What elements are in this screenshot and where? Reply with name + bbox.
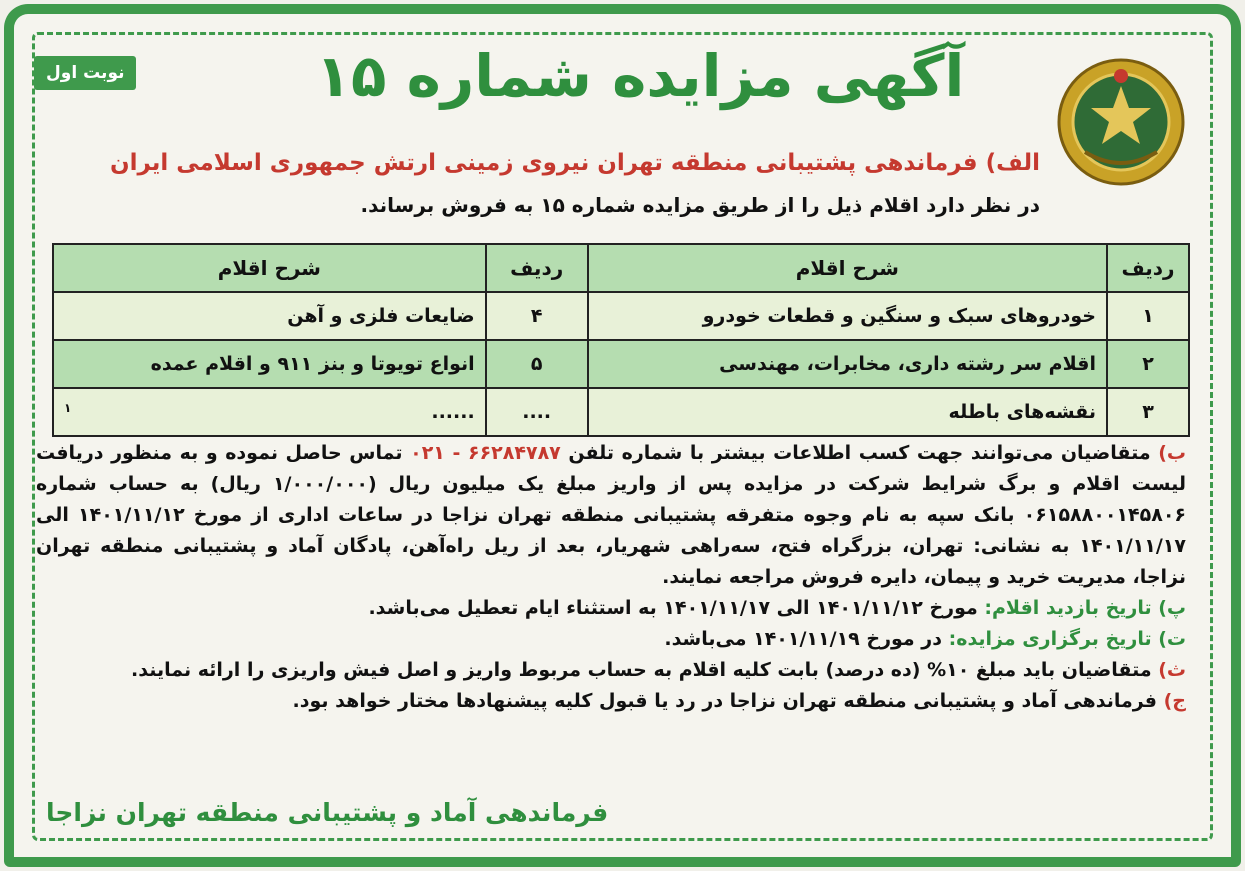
section-t [36, 624, 1186, 655]
table-cell: ضایعات فلزی و آهن [53, 292, 486, 340]
table-cell: نقشه‌های باطله [588, 388, 1107, 436]
table-row [53, 388, 1189, 436]
page-mark: ۱ [64, 401, 72, 415]
table-row [53, 340, 1189, 388]
ad-footer-signature: فرماندهی آماد و پشتیبانی منطقه تهران نزاجا [46, 798, 609, 827]
section-b-label: ب) [1158, 442, 1186, 464]
army-emblem-icon [1055, 56, 1187, 188]
table-cell: ۱ [1107, 292, 1189, 340]
table-cell [53, 388, 486, 436]
table-header-row [53, 244, 1189, 292]
section-j-label: ج) [1163, 690, 1186, 712]
ad-title: آگهی مزایده شماره ۱۵ [315, 42, 965, 110]
section-s-label: ث) [1158, 659, 1186, 681]
section-s [36, 655, 1186, 686]
table-header: شرح اقلام [53, 244, 486, 292]
section-j [36, 686, 1186, 717]
table-cell: خودروهای سبک و سنگین و قطعات خودرو [588, 292, 1107, 340]
table-cell: ۲ [1107, 340, 1189, 388]
table-cell: انواع تویوتا و بنز ۹۱۱ و اقلام عمده [53, 340, 486, 388]
ad-subtitle: الف) فرماندهی پشتیبانی منطقه تهران نیروی زمینی ارتش جمهوری اسلامی ایران [109, 150, 1040, 176]
ad-intro: در نظر دارد اقلام ذیل را از طریق مزایده شماره ۱۵ به فروش برساند. [360, 193, 1040, 217]
section-j-text: فرماندهی آماد و پشتیبانی منطقه تهران نزاجا در رد یا قبول کلیه پیشنهادها مختار خواهد بود. [292, 690, 1157, 712]
table-header: شرح اقلام [588, 244, 1107, 292]
section-s-text: متقاضیان باید مبلغ ۱۰% (ده درصد) بابت کلیه اقلام به حساب مربوط واریز و اصل فیش واریزی را ارائه نمایند. [131, 659, 1152, 681]
items-table [52, 243, 1190, 437]
section-t-label: ت) تاریخ برگزاری مزایده: [948, 628, 1186, 650]
table-header: ردیف [486, 244, 588, 292]
section-t-text: در مورخ ۱۴۰۱/۱۱/۱۹ می‌باشد. [664, 628, 942, 650]
section-b-text2: تماس حاصل نموده و به منظور دریافت لیست اقلام و برگ شرایط شرکت در مزایده پس از واریز مبلغ یک میلیون ریال (۱/۰۰۰/۰۰۰ ریال) به حساب شماره ۰۶۱۵۸۸۰۰۱۴۵۸۰۶ بانک سپه به نام وجوه متفرقه پشتیبانی منطقه تهران نزاجا در ساعات اداری از مورخ ۱۴۰۱/۱۱/۱۲ الی ۱۴۰۱/۱۱/۱۷ به نشانی: تهران، بزرگراه فتح، سه‌راهی شهریار، بعد از ریل راه‌آهن، پادگان آماد و پشتیبانی منطقه تهران نزاجا، مدیریت خرید و پیمان، دایره فروش مراجعه نمایند. [36, 442, 1187, 588]
section-b-text1: متقاضیان می‌توانند جهت کسب اطلاعات بیشتر با شماره تلفن [568, 442, 1151, 464]
section-b [36, 438, 1186, 593]
table-header: ردیف [1107, 244, 1189, 292]
table-cell: ۵ [486, 340, 588, 388]
first-publication-badge: نوبت اول [34, 56, 136, 90]
table-cell: ۳ [1107, 388, 1189, 436]
table-row [53, 292, 1189, 340]
ad-body [36, 438, 1186, 717]
contact-phone: ۶۶۲۸۴۷۸۷ - ۰۲۱ [410, 442, 561, 464]
table-cell: ۴ [486, 292, 588, 340]
table-cell: اقلام سر رشته داری، مخابرات، مهندسی [588, 340, 1107, 388]
table-cell: .... [486, 388, 588, 436]
table-cell-text: ...... [431, 401, 475, 423]
section-p-text: مورخ ۱۴۰۱/۱۱/۱۲ الی ۱۴۰۱/۱۱/۱۷ به استثناء ایام تعطیل می‌باشد. [368, 597, 978, 619]
section-p [36, 593, 1186, 624]
section-p-label: پ) تاریخ بازدید اقلام: [984, 597, 1186, 619]
